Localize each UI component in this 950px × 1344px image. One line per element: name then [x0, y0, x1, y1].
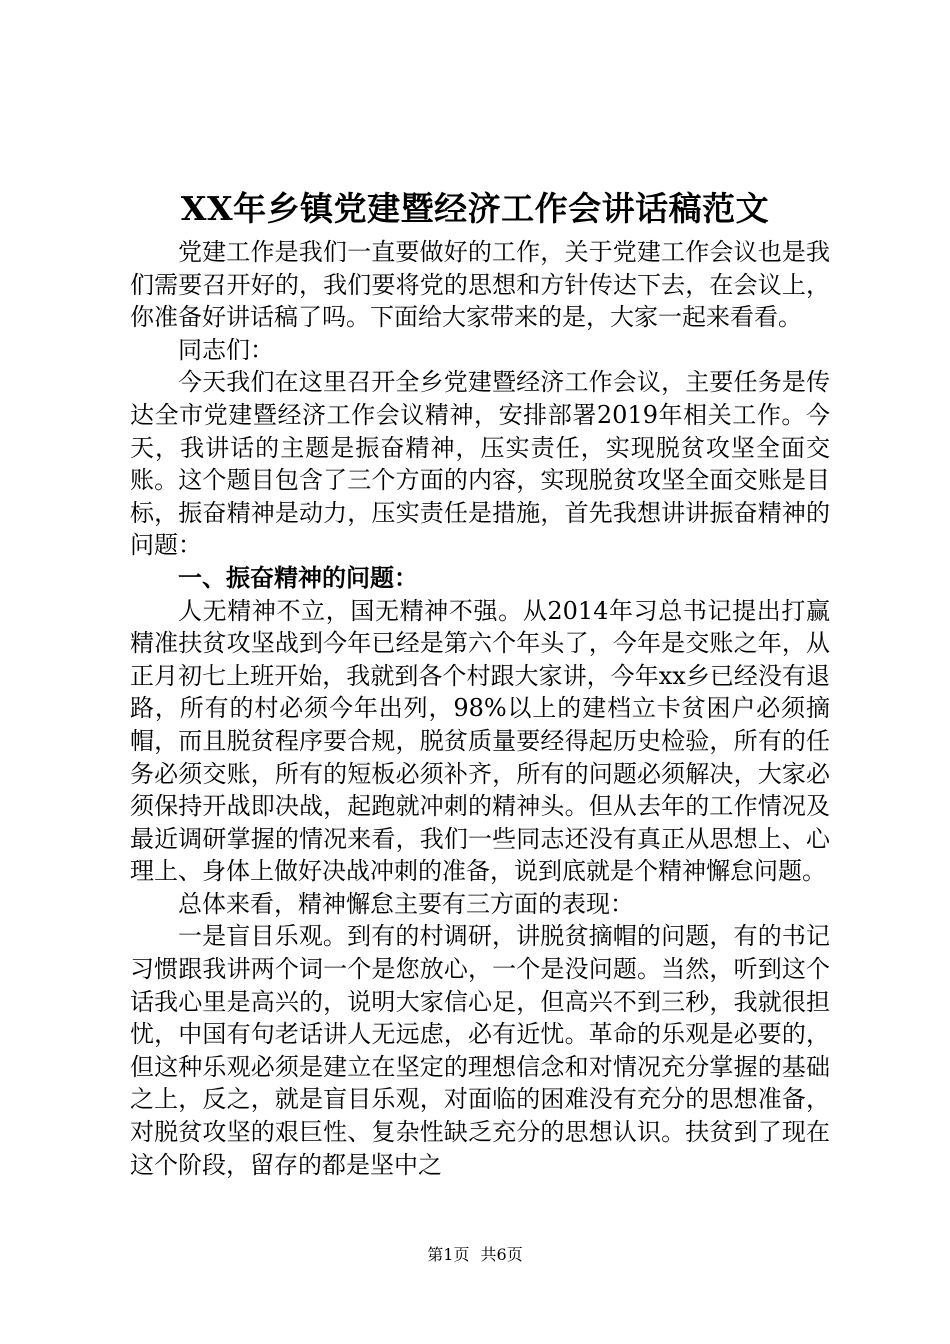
page-number: 第1页 — [427, 1245, 470, 1264]
summary-paragraph: 总体来看，精神懈怠主要有三方面的表现： — [178, 889, 634, 918]
document-body — [130, 236, 830, 1181]
page-footer — [0, 1243, 950, 1267]
section-heading-1: 一、振奋精神的问题： — [178, 563, 418, 592]
intro-paragraph: 党建工作是我们一直要做好的工作，关于党建工作会议也是我们需要召开好的，我们要将党的思想和方针传达下去，在会议上，你准备好讲话稿了吗。下面给大家带来的是，大家一起来看看。 — [130, 238, 830, 332]
document-title: XX年乡镇党建暨经济工作会讲话稿范文 — [180, 189, 770, 228]
point-1-paragraph: 一是盲目乐观。到有的村调研，讲脱贫摘帽的问题，有的书记习惯跟我讲两个词一个是您放心，一个是没问题。当然，听到这个话我心里是高兴的，说明大家信心足，但高兴不到三秒，我就很担忧，中国有句老话讲人无远虑，必有近忧。革命的乐观是必要的，但这种乐观必须是建立在坚定的理想信念和对情况充分掌握的基础之上，反之，就是盲目乐观，对面临的困难没有充分的思想准备，对脱贫攻坚的艰巨性、复杂性缺乏充分的思想认识。扶贫到了现在这个阶段，留存的都是坚中之 — [130, 922, 830, 1179]
salutation: 同志们： — [178, 335, 274, 364]
page-total: 共6页 — [480, 1245, 523, 1264]
opening-paragraph: 今天我们在这里召开全乡党建暨经济工作会议，主要任务是传达全市党建暨经济工作会议精神，安排部署2019年相关工作。今天，我讲话的主题是振奋精神，压实责任，实现脱贫攻坚全面交账。这个题目包含了三个方面的内容，实现脱贫攻坚全面交账是目标，振奋精神是动力，压实责任是措施，首先我想讲讲振奋精神的问题： — [130, 368, 830, 560]
section-1-paragraph: 人无精神不立，国无精神不强。从2014年习总书记提出打赢精准扶贫攻坚战到今年已经是第六个年头了，今年是交账之年，从正月初七上班开始，我就到各个村跟大家讲，今年xx乡已经没有退路，所有的村必须今年出列，98%以上的建档立卡贫困户必须摘帽，而且脱贫程序要合规，脱贫质量要经得起历史检验，所有的任务必须交账，所有的短板必须补齐，所有的问题必须解决，大家必须保持开战即决战，起跑就冲刺的精神头。但从去年的工作情况及最近调研掌握的情况来看，我们一些同志还没有真正从思想上、心理上、身体上做好决战冲刺的准备，说到底就是个精神懈怠问题。 — [130, 596, 830, 886]
